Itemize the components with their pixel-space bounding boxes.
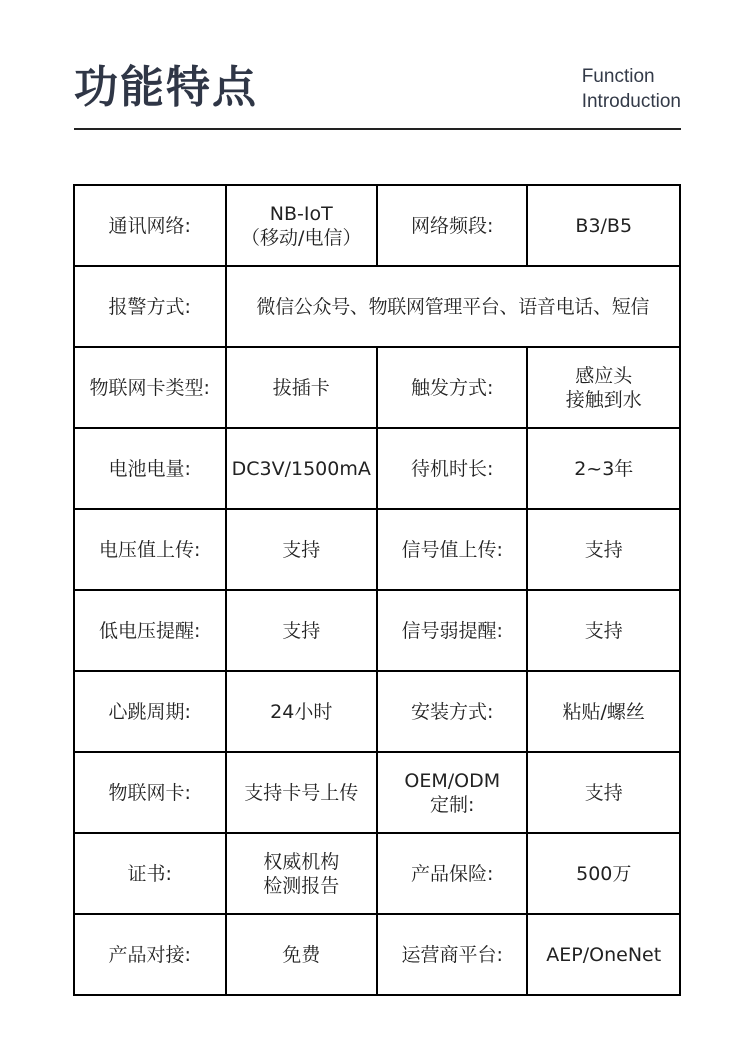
subtitle-line-1: Function — [581, 66, 655, 87]
spec-label: 电压值上传: — [74, 509, 226, 590]
spec-value: 2~3年 — [527, 428, 680, 509]
subtitle-line-2: Introduction — [581, 91, 681, 112]
spec-value: 支持卡号上传 — [226, 752, 378, 833]
table-row — [74, 752, 680, 833]
feature-spec-table — [73, 184, 681, 996]
table-row — [74, 590, 680, 671]
spec-label: 产品对接: — [74, 914, 226, 995]
spec-label: 物联网卡类型: — [74, 347, 226, 428]
spec-label: 安装方式: — [377, 671, 527, 752]
spec-label: 运营商平台: — [377, 914, 527, 995]
table-row — [74, 266, 680, 347]
spec-value: 支持 — [226, 509, 378, 590]
spec-value: B3/B5 — [527, 185, 680, 266]
table-row — [74, 509, 680, 590]
spec-label: 物联网卡: — [74, 752, 226, 833]
spec-label: 信号值上传: — [377, 509, 527, 590]
spec-value: 免费 — [226, 914, 378, 995]
spec-label: 心跳周期: — [74, 671, 226, 752]
spec-label: 信号弱提醒: — [377, 590, 527, 671]
table-row — [74, 347, 680, 428]
spec-label: 待机时长: — [377, 428, 527, 509]
spec-value: NB-IoT （移动/电信） — [226, 185, 378, 266]
spec-value: 500万 — [527, 833, 680, 914]
page-title: 功能特点 — [74, 62, 258, 113]
spec-label: 网络频段: — [377, 185, 527, 266]
header-divider — [74, 128, 681, 130]
table-row — [74, 671, 680, 752]
spec-value: 24小时 — [226, 671, 378, 752]
spec-value: 感应头 接触到水 — [527, 347, 680, 428]
table-row — [74, 833, 680, 914]
spec-value: AEP/OneNet — [527, 914, 680, 995]
spec-value: 支持 — [226, 590, 378, 671]
spec-label: 证书: — [74, 833, 226, 914]
spec-value: 支持 — [527, 590, 680, 671]
spec-label: 触发方式: — [377, 347, 527, 428]
spec-value-wide: 微信公众号、物联网管理平台、语音电话、短信 — [226, 266, 681, 347]
table-row — [74, 428, 680, 509]
table-row — [74, 185, 680, 266]
spec-value: 支持 — [527, 752, 680, 833]
page-subtitle — [582, 64, 681, 114]
page-header — [74, 52, 681, 130]
spec-value: DC3V/1500mA — [226, 428, 378, 509]
table-row — [74, 914, 680, 995]
spec-value: 权威机构 检测报告 — [226, 833, 378, 914]
spec-label: 报警方式: — [74, 266, 226, 347]
spec-value: 拔插卡 — [226, 347, 378, 428]
spec-label: OEM/ODM 定制: — [377, 752, 527, 833]
spec-label: 低电压提醒: — [74, 590, 226, 671]
spec-label: 通讯网络: — [74, 185, 226, 266]
spec-value: 粘贴/螺丝 — [527, 671, 680, 752]
spec-label: 电池电量: — [74, 428, 226, 509]
spec-label: 产品保险: — [377, 833, 527, 914]
spec-value: 支持 — [527, 509, 680, 590]
